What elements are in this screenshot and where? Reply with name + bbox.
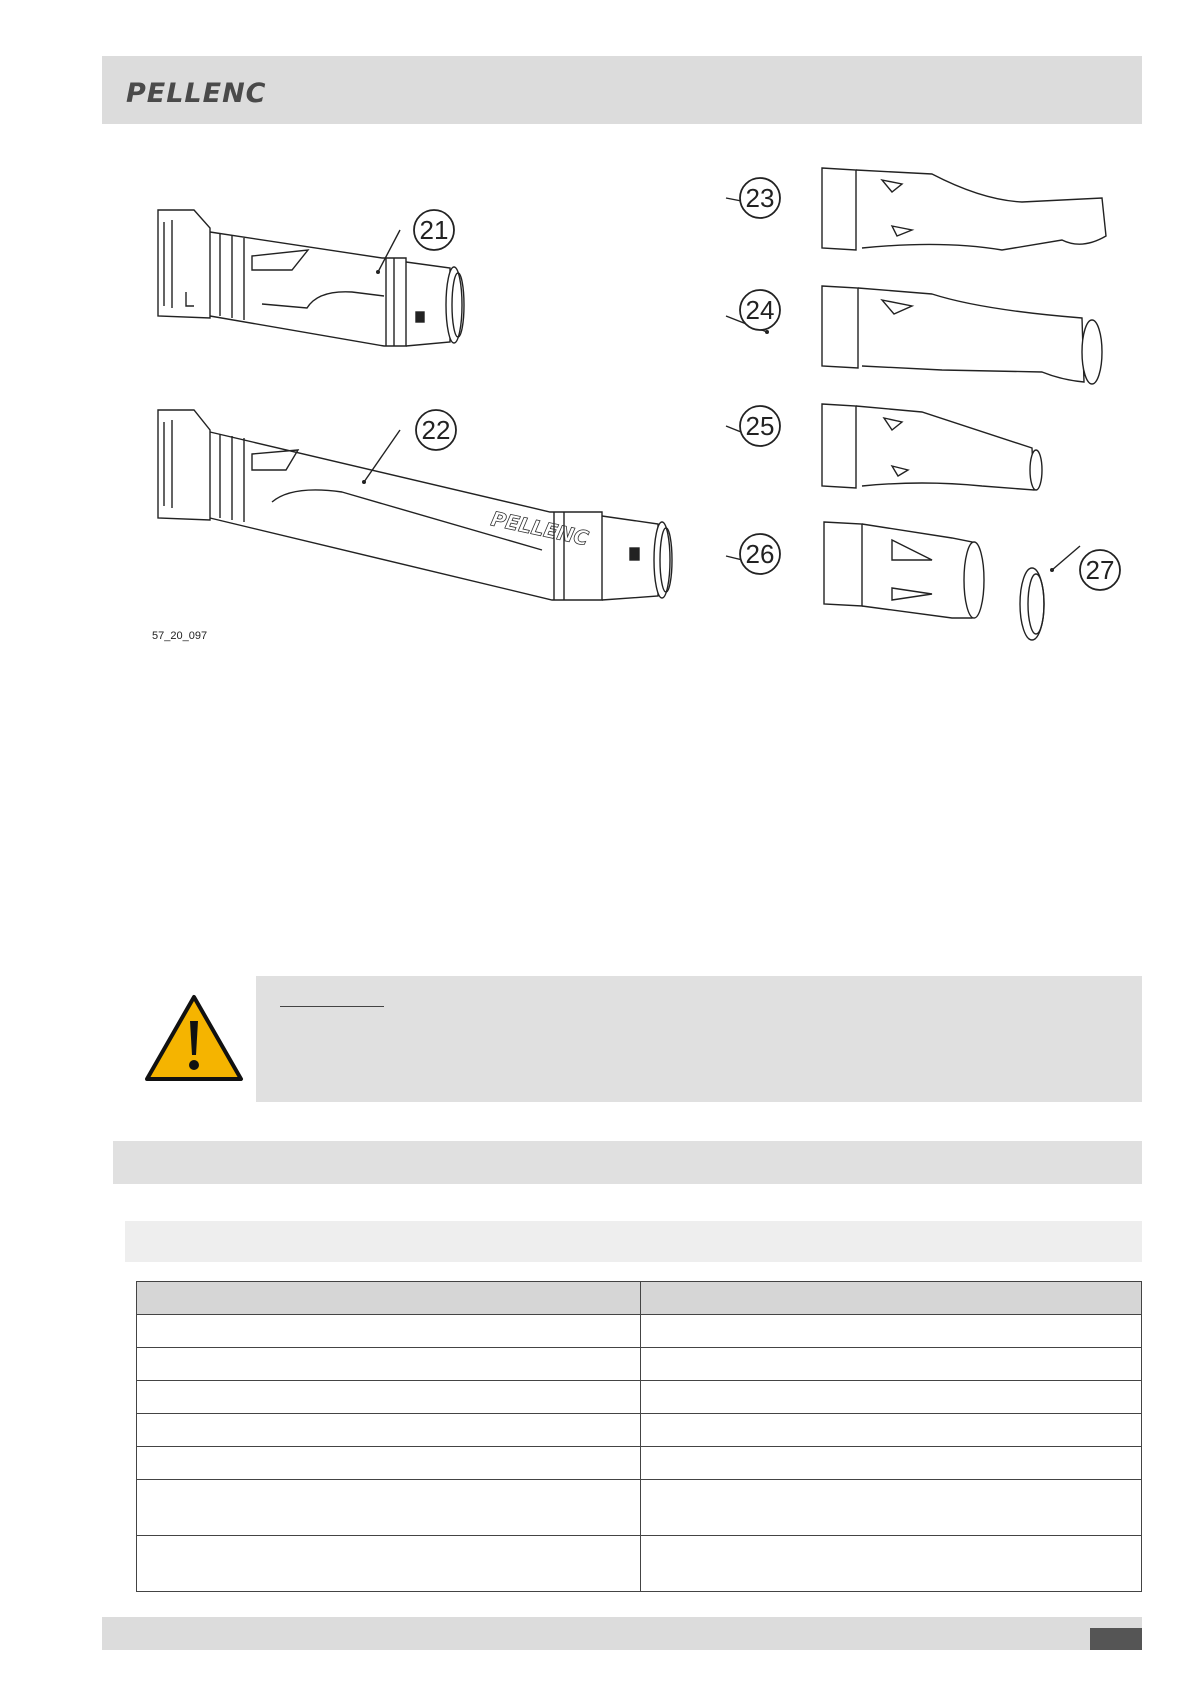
callout-26-label: 26: [745, 539, 775, 569]
table-cell: [137, 1447, 641, 1480]
tube-22-drawing: [158, 410, 672, 600]
nozzle-24-drawing: [822, 286, 1102, 384]
page-number-badge: [1090, 1628, 1142, 1650]
table-cell: [137, 1480, 641, 1536]
callout-21-label: 21: [419, 215, 449, 245]
page-footer: [102, 1617, 1142, 1650]
table-header-cell: [137, 1282, 641, 1315]
accessory-figure: [102, 140, 1142, 660]
table-cell: [641, 1480, 1142, 1536]
accessory-drawings: [102, 140, 1142, 660]
callout-25-label: 25: [745, 411, 775, 441]
section-heading-bar: [113, 1141, 1142, 1184]
ring-27-drawing: [1020, 568, 1044, 640]
table-cell: [641, 1315, 1142, 1348]
warning-box: [256, 976, 1142, 1102]
nozzle-26-drawing: [824, 522, 984, 618]
table-cell: [137, 1315, 641, 1348]
nozzle-25-drawing: [822, 404, 1042, 490]
callout-22-label: 22: [421, 415, 451, 445]
pellenc-logo: PELLENC: [126, 78, 267, 109]
table-header-row: [137, 1282, 1142, 1315]
spec-table: [136, 1281, 1142, 1592]
table-cell: [137, 1348, 641, 1381]
callout-24-label: 24: [745, 295, 775, 325]
tube-22-logo: PELLENC: [488, 506, 591, 551]
table-cell: [641, 1536, 1142, 1592]
table-row: [137, 1381, 1142, 1414]
warning-triangle-icon: [143, 993, 245, 1083]
table-cell: [641, 1381, 1142, 1414]
table-cell: [641, 1348, 1142, 1381]
figure-code: 57_20_097: [152, 630, 208, 642]
table-cell: [641, 1447, 1142, 1480]
table-row: [137, 1536, 1142, 1592]
table-row: [137, 1315, 1142, 1348]
page-header: [102, 56, 1142, 124]
table-row: [137, 1348, 1142, 1381]
table-row: [137, 1414, 1142, 1447]
callout-23-label: 23: [745, 183, 775, 213]
subsection-heading-bar: [125, 1221, 1142, 1262]
table-row: [137, 1480, 1142, 1536]
table-cell: [137, 1381, 641, 1414]
table-cell: [641, 1414, 1142, 1447]
table-cell: [137, 1414, 641, 1447]
warning-title-underline: [280, 994, 384, 1007]
table-header-cell: [641, 1282, 1142, 1315]
table-row: [137, 1447, 1142, 1480]
nozzle-23-drawing: [822, 168, 1106, 250]
table-cell: [137, 1536, 641, 1592]
callout-27-label: 27: [1085, 555, 1115, 585]
